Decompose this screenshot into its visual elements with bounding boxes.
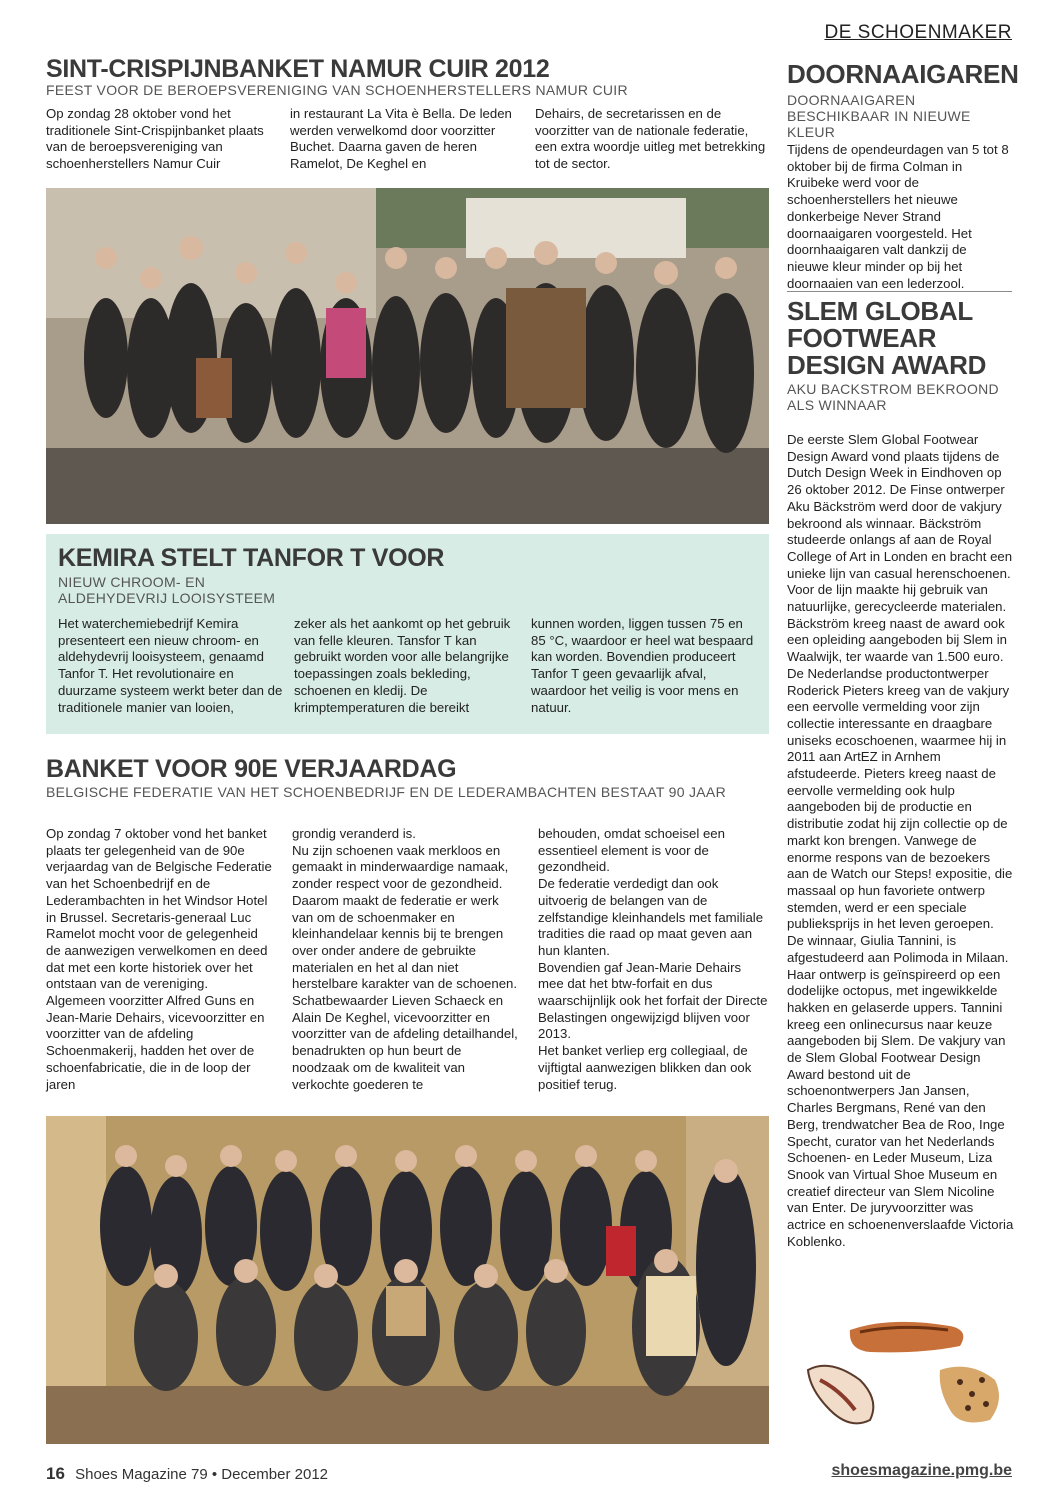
article3-title: BANKET VOOR 90E VERJAARDAG: [46, 755, 457, 783]
sidebar2-subtitle: AKU BACKSTROM BEKROOND ALS WINNAAR: [787, 381, 999, 413]
article1-subtitle: FEEST VOOR DE BEROEPSVERENIGING VAN SCHOENHERSTELLERS NAMUR CUIR: [46, 82, 628, 98]
sidebar2-body: De eerste Slem Global Footwear Design Award vond plaats tijdens de Dutch Design Week in Eindhoven op 26 oktober 2012. De Finse ontwerper Aku Bäckström werd door de vakjury bekroond als winnaar. Bäckström studeerde onlangs af aan de Royal College of Art in Londen en bracht een unieke lijn van casual herenschoenen. Voor de lijn maakte hij gebruik van natuurlijke, gerecycleerde materialen. Bäckström kreeg naast de award ook een opleiding aangeboden bij Slem in Waalwijk, ter waarde van 1.500 euro. De Nederlandse productontwerper Roderick Pieters kreeg van de vakjury een eervolle vermelding voor zijn collectie interessante en draagbare uniseks ecoschoenen, waarmee hij in 2011 aan ArtEZ in Arnhem afstudeerde. Pieters kreeg naast de eervolle vermelding ook hulp aangeboden bij de productie en distributie zodat hij zijn collectie op de markt kon brengen. Vanwege de enorme respons van de bezoekers aan de Watch our Steps! expositie, die massaal op hun favoriete ontwerp stemden, werd er een speciale publieksprijs in het leven geroepen. De winnaar, Giulia Tannini, is afgestudeerd aan Polimoda in Milaan. Haar ontwerp is geïnspireerd op een dodelijke octopus, met ingewikkelde hakken en gelaserde uppers. Tannini kreeg een onlinecursus naar keuze aangeboden bij Slem. De vakjury van de Slem Global Footwear Design Award bestond uit de schoenontwerpers Jan Jansen, Charles Bergmans, René van den Berg, trendwatcher Bea de Roo, Inge Specht, curator van het Nederlands Schoenen- en Leder Museum, Liza Snook van Virtual Shoe Museum en creatief directeur van Slem Nicoline van Enter. De juryvoorzitter was actrice en schoenenverslaafde Victoria Koblenko.: [787, 432, 1014, 1249]
sidebar1-body: Tijdens de opendeurdagen van 5 tot 8 oktober bij de firma Colman in Kruibeke werd voor de schoenherstellers het nieuwe donkerbeige Never Strand doornaaigaren voorgesteld. Het doornhaaigaren valt dankzij de nieuwe kleur minder op bij het doornaaien van een lederzool.: [787, 142, 1009, 291]
sidebar1-title: DOORNAAIGAREN: [787, 59, 1019, 89]
article1-title: SINT-CRISPIJNBANKET NAMUR CUIR 2012: [46, 55, 550, 83]
publication-info: Shoes Magazine 79 • December 2012: [75, 1466, 328, 1483]
group-photo-namur-cuir: [46, 188, 769, 524]
article3-col3: behouden, omdat schoeisel een essentieel element is voor de gezondheid. De federatie verdedigt dan ook uitvoerig de belangen van de zelfstandige kleinhandels met familiale tradities die raad op maat geven aan hun klanten. Bovendien gaf Jean-Marie Dehairs mee dat het btw-forfait en dus waarschijnlijk ook het forfait der Directe Belastingen ongewijzigd blijven voor 2013. Het banket verliep erg collegiaal, de vijftigtal aanwezigen blikken dan ook positief terug.: [538, 826, 768, 1092]
sidebar-divider: [787, 291, 1012, 292]
banket-photo-illustration: [46, 1116, 769, 1444]
footer-left: [46, 1464, 328, 1484]
article2-col3: kunnen worden, liggen tussen 75 en 85 °C, waardoor er heel wat bespaard kan worden. Bovendien produceert Tanfor T geen gevaarlijk afval, waardoor het veilig is voor mens en natuur.: [531, 616, 754, 715]
article2-subtitle: NIEUW CHROOM- EN ALDEHYDEVRIJ LOOISYSTEEM: [58, 574, 276, 606]
article1-col3: Dehairs, de secretarissen en de voorzitter van de nationale federatie, een extra woordje uitleg met betrekking tot de sector.: [535, 106, 766, 172]
section-label: DE SCHOENMAKER: [824, 22, 1012, 43]
article2-title: KEMIRA STELT TANFOR T VOOR: [58, 544, 445, 572]
page-number: 16: [46, 1464, 65, 1483]
article2-col2: zeker als het aankomt op het gebruik van felle kleuren. Tansfor T kan gebruikt worden voor alle belangrijke toepassingen zoals bekleding, schoenen en kledij. De krimptemperaturen die bereikt: [294, 616, 511, 715]
article3-subtitle: BELGISCHE FEDERATIE VAN HET SCHOENBEDRIJF EN DE LEDERAMBACHTEN BESTAAT 90 JAAR: [46, 784, 726, 800]
group-photo-illustration: [46, 188, 769, 524]
shoes-illustration: [800, 1310, 1012, 1440]
award-shoes-image: [800, 1310, 1012, 1440]
article3-col1: Op zondag 7 oktober vond het banket plaats ter gelegenheid van de 90e verjaardag van de Belgische Federatie van het Schoenbedrijf en de Lederambachten in het Windsor Hotel in Brussel. Secretaris-generaal Luc Ramelot mocht voor de gelegenheid de aanwezigen verwelkomen en deed dat met een korte historiek over het ontstaan van de vereniging. Algemeen voorzitter Alfred Guns en Jean-Marie Dehairs, vicevoorzitter en voorzitter van de afdeling Schoenmakerij, hadden het over de schoenfabricatie, die in de loop der jaren: [46, 826, 272, 1092]
sidebar2-title: SLEM GLOBAL FOOTWEAR DESIGN AWARD: [787, 296, 987, 380]
article3-col2: grondig veranderd is. Nu zijn schoenen vaak merkloos en gemaakt in minderwaardige namaak, zonder respect voor de gezondheid. Daarom maakt de federatie er werk van om de schoenmaker en kleinhandelaar kennis bij te brengen over onder andere de gebruikte materialen en het al dan niet herstelbare karakter van de schoenen. Schatbewaarder Lieven Schaeck en Alain De Keghel, vicevoorzitter en voorzitter van de afdeling detailhandel, benadrukten op hun beurt de noodzaak om de kwaliteit van verkochte goederen te: [292, 826, 518, 1092]
sidebar1-subtitle: DOORNAAIGAREN BESCHIKBAAR IN NIEUWE KLEUR: [787, 92, 971, 140]
article2-col1: Het waterchemiebedrijf Kemira presenteert een nieuw chroom- en aldehydevrij looisysteem, genaamd Tanfor T. Het revolutionaire en duurzame systeem werkt beter dan de traditionele manier van looien,: [58, 616, 283, 715]
article1-col2: in restaurant La Vita è Bella. De leden werden verwelkomd door voorzitter Buchet. Daarna gaven de heren Ramelot, De Keghel en: [290, 106, 512, 172]
website-link[interactable]: shoesmagazine.pmg.be: [831, 1462, 1012, 1479]
article1-col1: Op zondag 28 oktober vond het traditionele Sint-Crispijnbanket plaats van de beroepsvereniging van schoenherstellers Namur Cuir: [46, 106, 264, 172]
group-photo-banket: [46, 1116, 769, 1444]
